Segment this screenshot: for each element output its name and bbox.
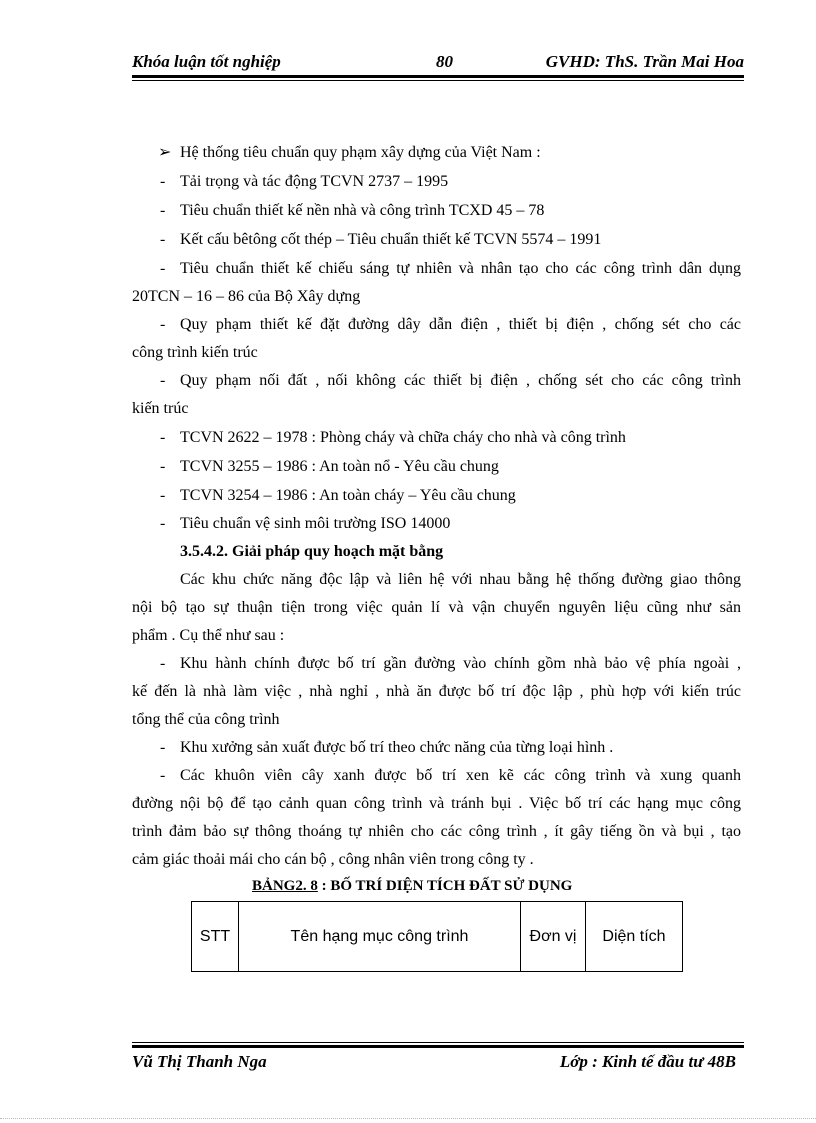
dash-bullet: - — [160, 515, 166, 532]
list-item: Các khuôn viên cây xanh được bố trí xen kẽ các công trình và xung quanh — [180, 767, 741, 784]
list-item: Tiêu chuẩn vệ sinh môi trường ISO 14000 — [180, 515, 451, 532]
dash-bullet: - — [160, 429, 166, 446]
list-item: Quy phạm nối đất , nối không các thiết bị điện , chống sét cho các công trình — [180, 372, 741, 389]
list-item-cont: tổng thể của công trình — [132, 711, 280, 728]
table-caption-title: : BỐ TRÍ DIỆN TÍCH ĐẤT SỬ DỤNG — [317, 878, 573, 894]
table-header-row — [192, 902, 683, 972]
footer-right: Lớp : Kinh tế đầu tư 48B — [559, 1052, 736, 1071]
dash-bullet: - — [160, 260, 166, 277]
list-item: Tiêu chuẩn thiết kế chiếu sáng tự nhiên và nhân tạo cho các công trình dân dụng — [180, 260, 741, 277]
footer-rule — [132, 1042, 744, 1048]
land-use-table — [191, 901, 683, 972]
list-item-cont: kiến trúc — [132, 400, 189, 417]
list-item: Tải trọng và tác động TCVN 2737 – 1995 — [180, 173, 449, 190]
dash-bullet: - — [160, 372, 166, 389]
list-item-cont: cảm giác thoải mái cho cán bộ , công nhân viên trong công ty . — [132, 851, 534, 868]
list-item-cont: kế đến là nhà làm việc , nhà nghỉ , nhà ăn được bố trí độc lập , phù hợp với kiến trúc — [132, 683, 741, 700]
header-left: Khóa luận tốt nghiệp — [132, 52, 281, 71]
list-item: Khu hành chính được bố trí gần đường vào chính gồm nhà bảo vệ phía ngoài , — [180, 655, 741, 672]
dash-bullet: - — [160, 767, 166, 784]
dash-bullet: - — [160, 458, 166, 475]
list-item: Kết cấu bêtông cốt thép – Tiêu chuẩn thiết kế TCVN 5574 – 1991 — [180, 231, 602, 248]
list-item-cont: đường nội bộ để tạo cảnh quan công trình và tránh bụi . Việc bố trí các hạng mục công — [132, 795, 741, 812]
header-unit: Đơn vị — [521, 902, 586, 972]
list-item: TCVN 3254 – 1986 : An toàn cháy – Yêu cầu chung — [180, 487, 516, 504]
page-bottom-dotted-line — [0, 1118, 816, 1119]
footer-left: Vũ Thị Thanh Nga — [132, 1052, 267, 1071]
section-title: 3.5.4.2. Giải pháp quy hoạch mặt bằng — [180, 543, 444, 560]
header-right: GVHD: ThS. Trần Mai Hoa — [545, 52, 744, 71]
list-item-cont: công trình kiến trúc — [132, 344, 258, 361]
paragraph-line: Các khu chức năng độc lập và liên hệ với nhau bằng hệ thống đường giao thông — [180, 571, 741, 588]
list-item: TCVN 2622 – 1978 : Phòng cháy và chữa cháy cho nhà và công trình — [180, 429, 626, 446]
list-item-cont: 20TCN – 16 – 86 của Bộ Xây dựng — [132, 288, 361, 305]
table-caption-label: BẢNG2. 8 — [252, 878, 318, 894]
header-item-name: Tên hạng mục công trình — [239, 902, 521, 972]
intro-text: Hệ thống tiêu chuẩn quy phạm xây dựng của Việt Nam : — [180, 144, 541, 161]
header-rule — [132, 75, 744, 81]
dash-bullet: - — [160, 231, 166, 248]
header-stt: STT — [192, 902, 239, 972]
list-item: TCVN 3255 – 1986 : An toàn nổ - Yêu cầu chung — [180, 458, 499, 475]
list-item: Quy phạm thiết kế đặt đường dây dẫn điện , thiết bị điện , chống sét cho các — [180, 316, 741, 333]
dash-bullet: - — [160, 173, 166, 190]
dash-bullet: - — [160, 316, 166, 333]
dash-bullet: - — [160, 739, 166, 756]
list-item: Khu xưởng sản xuất được bố trí theo chức năng của từng loại hình . — [180, 739, 614, 756]
list-item: Tiêu chuẩn thiết kế nền nhà và công trình TCXD 45 – 78 — [180, 202, 545, 219]
header-area: Diện tích — [586, 902, 683, 972]
page-number: 80 — [436, 52, 453, 71]
dash-bullet: - — [160, 487, 166, 504]
arrow-bullet-icon: ➢ — [158, 144, 172, 161]
list-item-cont: trình đảm bảo sự thông thoáng tự nhiên cho các công trình , ít gây tiếng ồn và bụi , tạo — [132, 823, 741, 840]
paragraph-line: phẩm . Cụ thể như sau : — [132, 627, 285, 644]
dash-bullet: - — [160, 202, 166, 219]
table-caption — [252, 875, 572, 897]
dash-bullet: - — [160, 655, 166, 672]
paragraph-line: nội bộ tạo sự thuận tiện trong việc quản lí và vận chuyển nguyên liệu cũng như sản — [132, 599, 741, 616]
